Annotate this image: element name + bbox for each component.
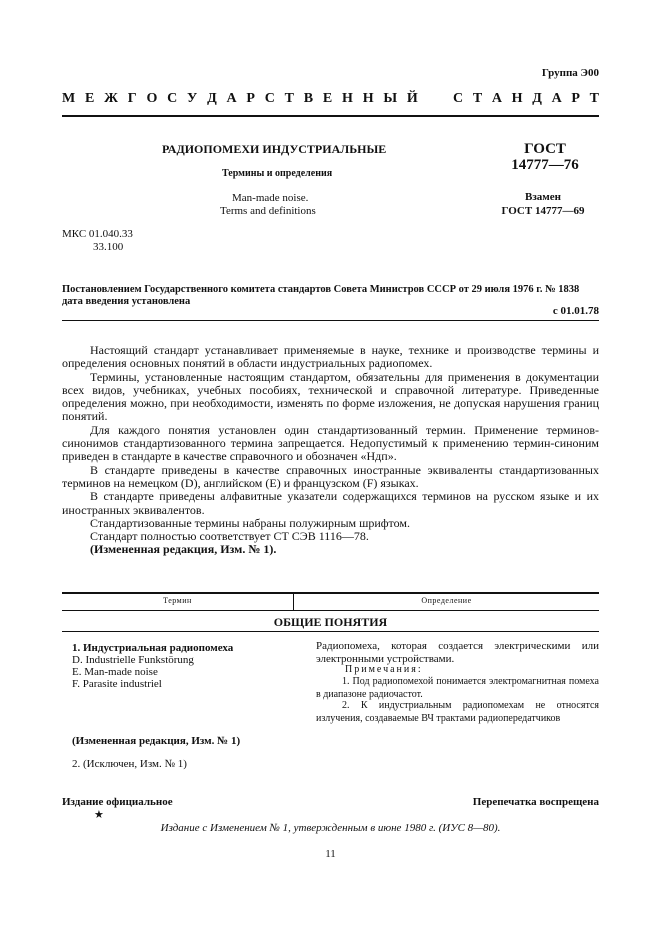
banner-letter: Н xyxy=(362,91,374,106)
mks-line2: 33.100 xyxy=(93,241,124,253)
notes-label: Примечания: xyxy=(345,664,423,675)
gost-number: 14777—76 xyxy=(511,157,579,173)
note-2: 2. К индустриальным радиопомехам не относятся излучения, создаваемые ВЧ трактами радиопередатчиков xyxy=(316,700,599,724)
banner-letter: Д xyxy=(532,91,542,106)
edition-note: Издание с Изменением № 1, утвержденным в июне 1980 г. (ИУС 8—80). xyxy=(160,822,501,834)
banner-letter: С xyxy=(453,91,464,106)
paragraph: Для каждого понятия установлен один стандартизованный термин. Применение терминов-синонимов стандартизованного термина запрещается. Недопустимый к применению термин-синоним приведен в стандарте в качестве справочного и обозначен «Ндп». xyxy=(62,422,599,464)
banner-letter: А xyxy=(226,91,237,106)
document-title: РАДИОПОМЕХИ ИНДУСТРИАЛЬНЫЕ xyxy=(162,142,387,156)
replace-label: Взамен xyxy=(525,191,561,203)
banner-letter: С xyxy=(264,91,275,106)
header-rule xyxy=(62,115,599,117)
term-main: 1. Индустриальная радиопомеха xyxy=(72,642,234,654)
term-definition: Радиопомеха, которая создается электрическими или электронными устройствами. xyxy=(316,640,599,665)
banner-letter: М xyxy=(62,91,76,106)
banner-word-standard xyxy=(453,91,599,107)
banner-letter: Р xyxy=(246,91,255,106)
banner-letter: У xyxy=(187,91,198,106)
replace-number: ГОСТ 14777—69 xyxy=(501,205,585,217)
term-french: F. Parasite industriel xyxy=(72,678,162,690)
banner-letter: Й xyxy=(406,91,418,106)
paragraph-edit: (Измененная редакция, Изм. № 1). xyxy=(90,542,277,557)
effective-date: с 01.01.78 xyxy=(552,305,599,317)
section-title: ОБЩИЕ ПОНЯТИЯ xyxy=(273,615,388,629)
note-1: 1. Под радиопомехой понимается электромагнитная помеха в диапазоне радиочастот. xyxy=(316,676,599,700)
body-text xyxy=(62,344,599,557)
banner-letter: А xyxy=(491,91,502,106)
term-english: E. Man-made noise xyxy=(72,666,158,678)
paragraph: Стандарт полностью соответствует СТ СЭВ 1116—78. xyxy=(90,529,369,544)
paragraph: Термины, установленные настоящим стандартом, обязательны для применения в документации всех видов, учебниках, учебных пособиях, технической и справочной литературе. Приведенные определения можно, при необходимости, изменять по форме изложения, не допуская нарушения границ понятий. xyxy=(62,369,599,424)
term-german: D. Industrielle Funkstörung xyxy=(72,654,194,666)
banner-letter: Т xyxy=(472,91,483,106)
gost-id xyxy=(505,141,585,173)
column-header-term: Термин xyxy=(163,596,192,605)
banner-letter: Е xyxy=(85,91,95,106)
english-title-1: Man-made noise. xyxy=(232,192,309,204)
table-top-rule xyxy=(62,592,599,594)
decree-rule xyxy=(62,320,599,321)
banner-letter: Ы xyxy=(383,91,398,106)
banner-letter: С xyxy=(167,91,178,106)
banner-letter: Т xyxy=(284,91,295,106)
section-rule xyxy=(62,631,599,632)
group-code: Группа Э00 xyxy=(541,67,599,79)
banner-letter: Ж xyxy=(104,91,118,106)
replaces-block xyxy=(493,190,593,218)
page-number: 11 xyxy=(325,848,336,860)
paragraph: В стандарте приведены алфавитные указатели содержащихся терминов на русском языке и их иностранных эквивалентов. xyxy=(62,489,599,517)
table-header-rule xyxy=(62,610,599,611)
mks-line1: МКС 01.040.33 xyxy=(62,228,133,240)
star-icon: ★ xyxy=(94,809,104,821)
banner-letter: О xyxy=(146,91,158,106)
banner-letter: Р xyxy=(571,91,580,106)
banner-letter: Н xyxy=(511,91,523,106)
reprint-prohibited: Перепечатка воспрещена xyxy=(472,796,599,808)
standard-banner xyxy=(62,91,599,107)
banner-letter: Е xyxy=(322,91,333,106)
gost-label: ГОСТ xyxy=(524,141,566,157)
paragraph: Настоящий стандарт устанавливает применяемые в науке, технике и производстве термины и определения основных понятий в области индустриальных радиопомех. xyxy=(62,343,599,371)
banner-letter: Г xyxy=(127,91,137,106)
official-edition: Издание официальное xyxy=(62,796,173,808)
document-subtitle: Термины и определения xyxy=(222,168,333,179)
item-excluded: 2. (Исключен, Изм. № 1) xyxy=(72,758,187,770)
banner-letter: Т xyxy=(589,91,599,106)
paragraph: Стандартизованные термины набраны полужирным шрифтом. xyxy=(90,515,410,530)
decree-text: Постановлением Государственного комитета стандартов Совета Министров СССР от 29 июля 1976 г. № 1838 дата введения установлена xyxy=(62,284,580,307)
banner-word-interstate xyxy=(62,91,418,107)
banner-letter: В xyxy=(303,91,314,106)
column-header-definition: Определение xyxy=(421,596,472,605)
edit-note: (Измененная редакция, Изм. № 1) xyxy=(72,735,241,747)
banner-letter: А xyxy=(551,91,562,106)
banner-letter: Д xyxy=(207,91,217,106)
banner-letter: Н xyxy=(342,91,353,106)
english-title-2: Terms and definitions xyxy=(220,205,316,217)
mks-codes xyxy=(62,228,133,254)
paragraph: В стандарте приведены в качестве справочных иностранные эквиваленты стандартизованных терминов на немецком (D), английском (E) и французском (F) языках. xyxy=(62,462,599,490)
